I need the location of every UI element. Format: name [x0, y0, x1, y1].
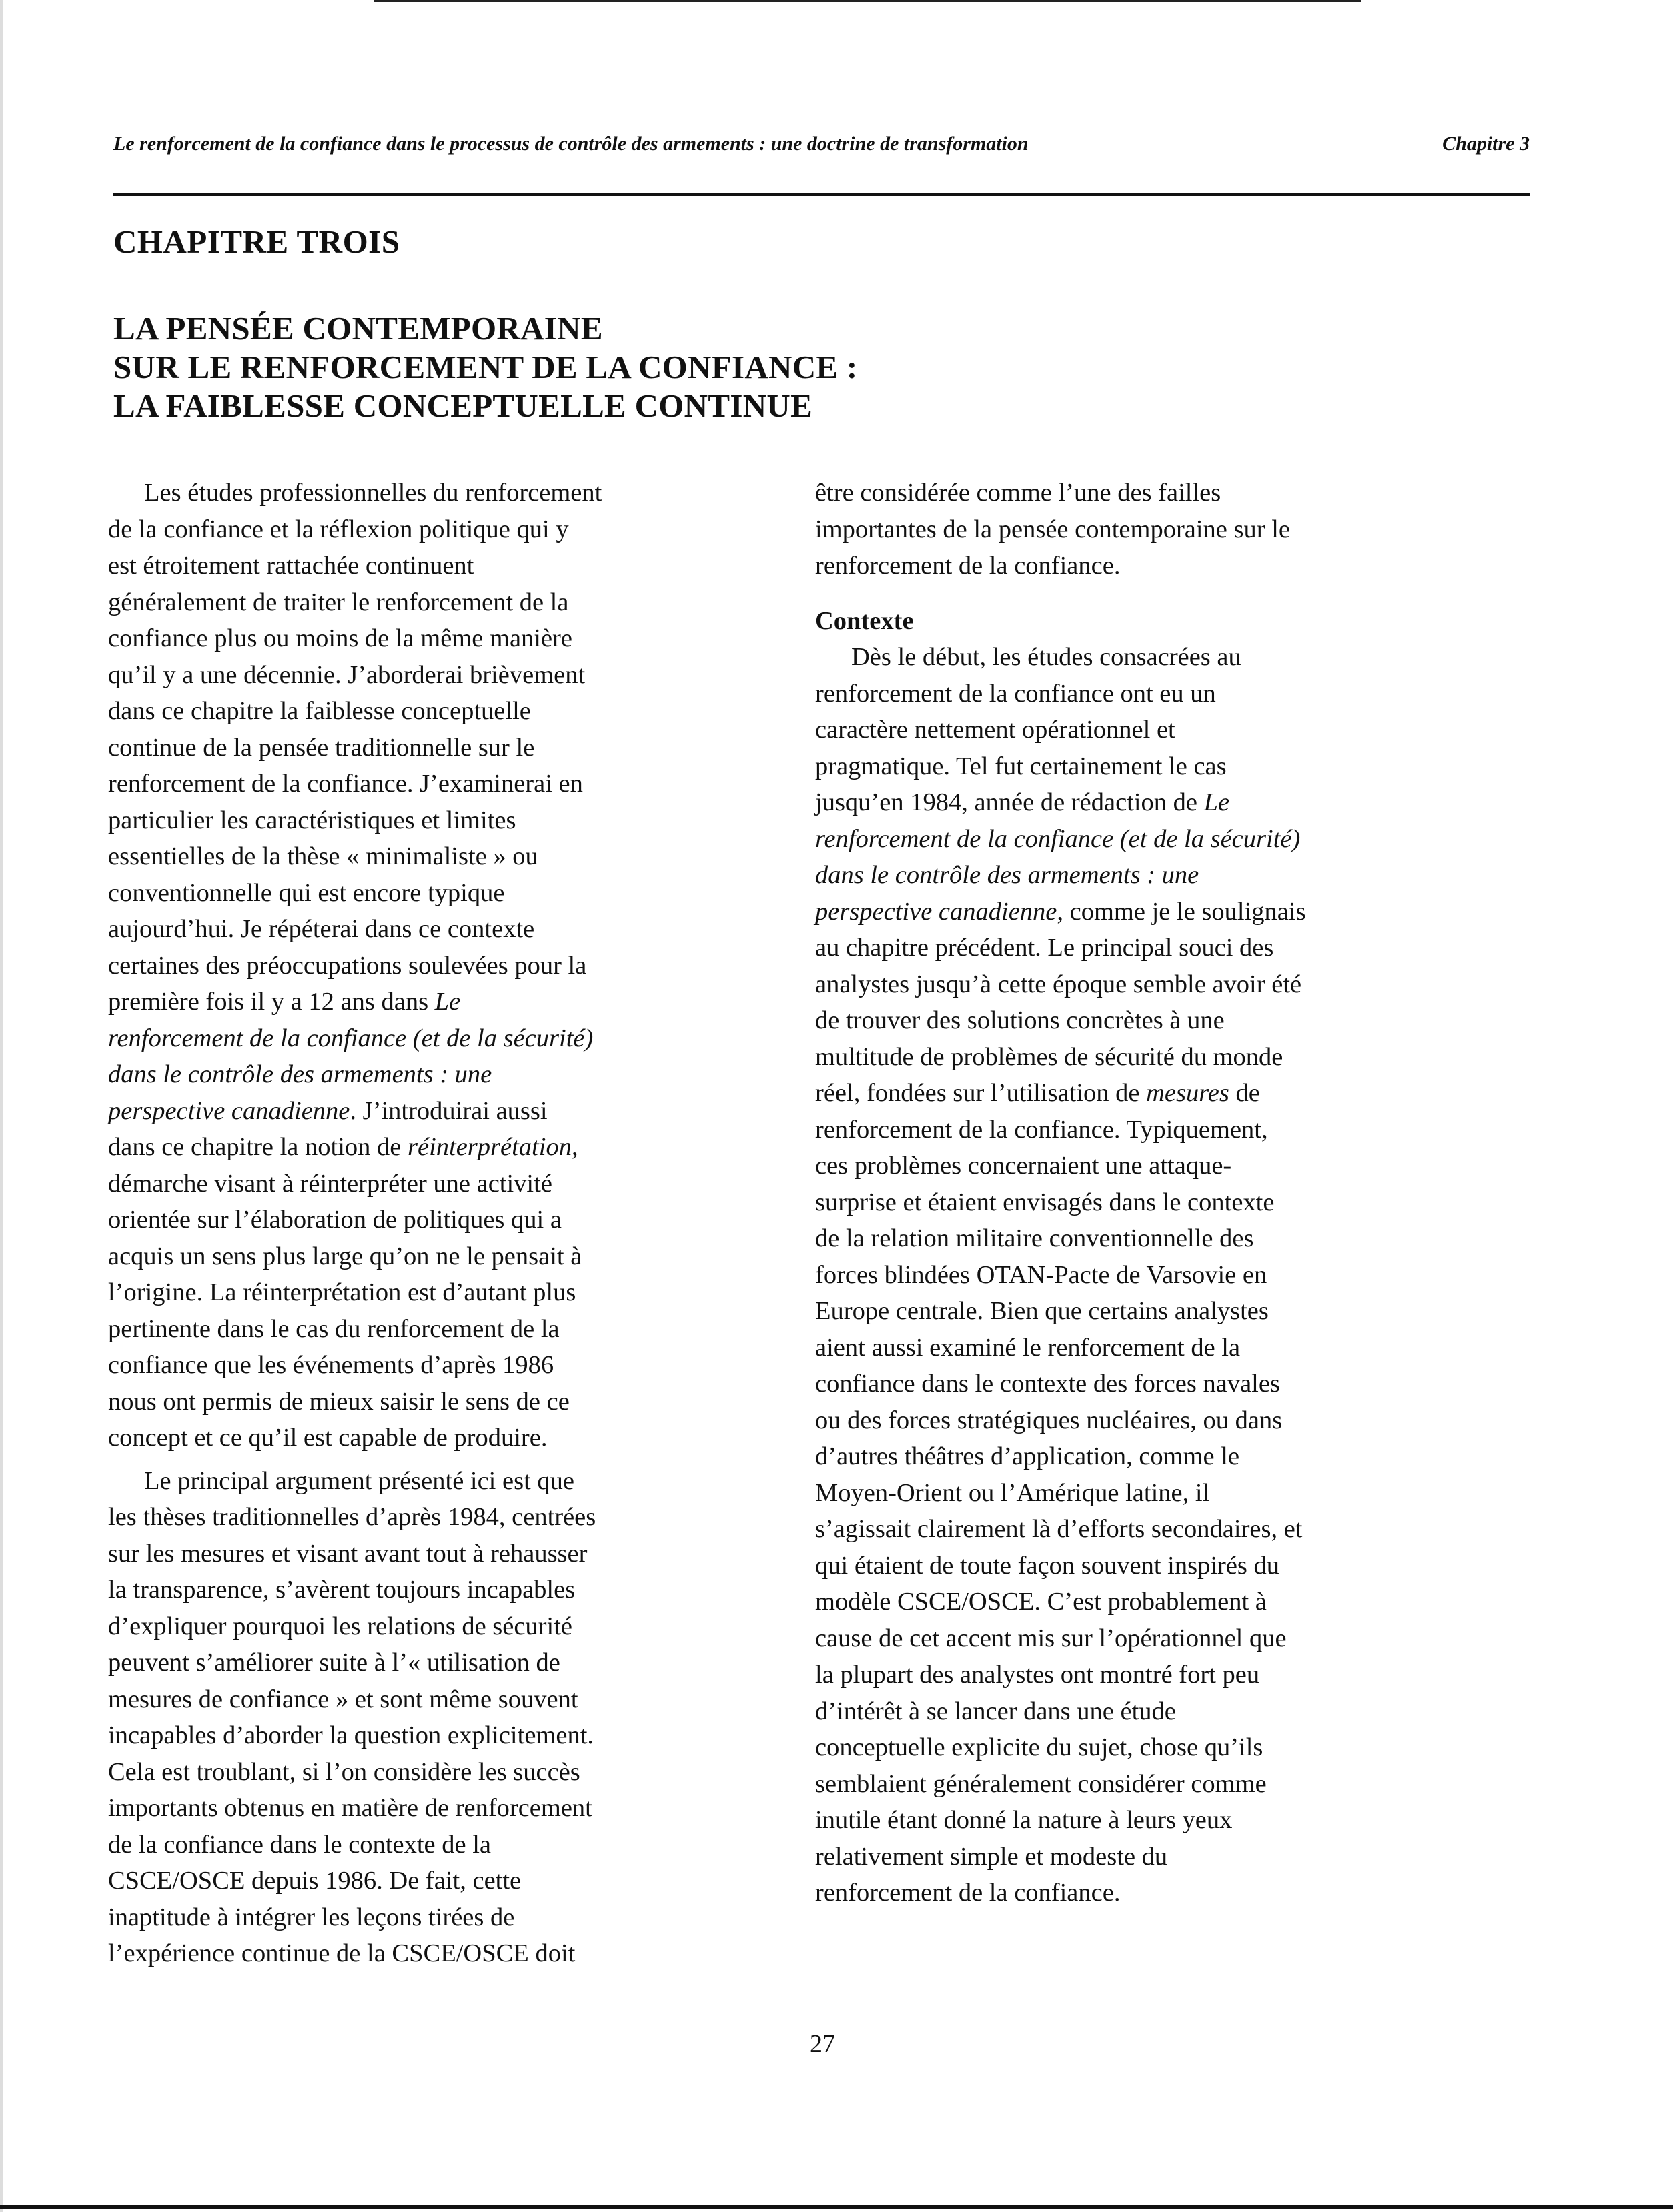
text-line: [815, 894, 1436, 930]
text-line: [815, 1075, 1436, 1112]
paragraph-context: [815, 639, 1436, 1911]
cited-title-fragment: Le: [1203, 788, 1230, 816]
text-fragment: ,: [571, 1133, 578, 1161]
text-line: d’intérêt à se lancer dans une étude: [815, 1697, 1176, 1725]
text-line: de trouver des solutions concrètes à une: [815, 1006, 1225, 1034]
paragraph-argument: [108, 1463, 728, 1972]
text-line: renforcement de la confiance ont eu un: [815, 679, 1216, 708]
text-line: [108, 984, 728, 1020]
text-line: conceptuelle explicite du sujet, chose qu’ils: [815, 1733, 1263, 1761]
text-line: Moyen-Orient ou l’Amérique latine, il: [815, 1478, 1210, 1507]
bottom-scan-rule: [0, 2205, 1673, 2209]
text-line: l’origine. La réinterprétation est d’autant plus: [108, 1278, 576, 1306]
text-line: continue de la pensée traditionnelle sur le: [108, 733, 535, 762]
cited-title-fragment: perspective canadienne: [108, 1096, 350, 1125]
text-line: modèle CSCE/OSCE. C’est probablement à: [815, 1588, 1267, 1616]
text-line: [815, 857, 1436, 894]
text-line: au chapitre précédent. Le principal souci des: [815, 934, 1274, 962]
text-line: la transparence, s’avèrent toujours incapables: [108, 1576, 576, 1604]
text-line: acquis un sens plus large qu’on ne le pensait à: [108, 1242, 582, 1270]
text-fragment: première fois il y a 12 ans dans: [108, 988, 429, 1016]
text-fragment: réel, fondées sur l’utilisation de: [815, 1079, 1140, 1107]
cited-title-fragment: dans le contrôle des armements : une: [815, 861, 1199, 889]
text-line: CSCE/OSCE depuis 1986. De fait, cette: [108, 1867, 522, 1895]
chapter-title-line: SUR LE RENFORCEMENT DE LA CONFIANCE :: [113, 349, 858, 385]
top-scan-rule: [374, 0, 1361, 2]
cited-title-fragment: perspective canadienne: [815, 897, 1057, 926]
text-line: aujourd’hui. Je répéterai dans ce contexte: [108, 915, 535, 943]
text-fragment: dans ce chapitre la notion de: [108, 1133, 402, 1161]
text-line: particulier les caractéristiques et limites: [108, 806, 516, 834]
text-fragment: . J’introduirai aussi: [350, 1096, 548, 1125]
text-line: inutile étant donné la nature à leurs yeux: [815, 1806, 1233, 1834]
page-number: 27: [810, 2030, 835, 2058]
text-line: orientée sur l’élaboration de politiques qui a: [108, 1206, 562, 1234]
text-line: Le principal argument présenté ici est que: [144, 1466, 574, 1495]
text-line: inaptitude à intégrer les leçons tirées de: [108, 1903, 515, 1931]
text-line: les thèses traditionnelles d’après 1984, centrées: [108, 1503, 596, 1531]
running-head-title: Le renforcement de la confiance dans le processus de contrôle des armements : une doctrine de transformation: [113, 133, 1029, 155]
text-line: Europe centrale. Bien que certains analystes: [815, 1297, 1269, 1325]
text-line: renforcement de la confiance.: [815, 551, 1121, 580]
emphasized-term: mesures: [1146, 1079, 1229, 1107]
text-line: mesures de confiance » et sont même souvent: [108, 1685, 578, 1713]
text-line: certaines des préoccupations soulevées pour la: [108, 951, 587, 980]
text-line: qu’il y a une décennie. J’aborderai brièvement: [108, 660, 586, 689]
left-column: [108, 475, 728, 1972]
text-line: ces problèmes concernaient une attaque-: [815, 1152, 1232, 1180]
text-line: être considérée comme l’une des failles: [815, 479, 1221, 507]
text-line: caractère nettement opérationnel et: [815, 716, 1175, 744]
text-line: renforcement de la confiance.: [815, 1879, 1121, 1907]
text-line: essentielles de la thèse « minimaliste » ou: [108, 842, 538, 870]
text-line: [815, 784, 1436, 821]
paragraph-continuation: [815, 475, 1436, 584]
section-heading: Contexte: [815, 606, 914, 635]
text-line: dans ce chapitre la faiblesse conceptuelle: [108, 697, 531, 725]
text-line: multitude de problèmes de sécurité du monde: [815, 1042, 1283, 1071]
text-line: la plupart des analystes ont montré fort peu: [815, 1661, 1260, 1689]
text-line: de la confiance dans le contexte de la: [108, 1830, 492, 1859]
text-line: sur les mesures et visant avant tout à rehausser: [108, 1539, 588, 1568]
cited-title-fragment: renforcement de la confiance (et de la sécurité): [815, 824, 1301, 853]
text-line: renforcement de la confiance. Typiquement,: [815, 1115, 1268, 1144]
text-line: l’expérience continue de la CSCE/OSCE doit: [108, 1939, 576, 1967]
emphasized-term: réinterprétation: [408, 1133, 572, 1161]
text-line: forces blindées OTAN-Pacte de Varsovie en: [815, 1260, 1267, 1289]
header-rule: [113, 193, 1530, 196]
text-line: [108, 1129, 728, 1166]
text-line: peuvent s’améliorer suite à l’« utilisation de: [108, 1648, 560, 1677]
text-line: aient aussi examiné le renforcement de la: [815, 1333, 1241, 1362]
text-line: d’expliquer pourquoi les relations de sécurité: [108, 1612, 572, 1640]
text-line: nous ont permis de mieux saisir le sens de ce: [108, 1387, 570, 1416]
text-line: cause de cet accent mis sur l’opérationnel que: [815, 1624, 1287, 1652]
text-line: confiance que les événements d’après 1986: [108, 1351, 554, 1379]
text-line: [108, 1020, 728, 1057]
running-head-chapter: Chapitre 3: [1442, 133, 1530, 155]
text-line: conventionnelle qui est encore typique: [108, 878, 505, 907]
text-line: importants obtenus en matière de renforcement: [108, 1794, 592, 1822]
text-line: renforcement de la confiance. J’examinerai en: [108, 770, 583, 798]
text-line: Dès le début, les études consacrées au: [851, 643, 1241, 671]
text-line: concept et ce qu’il est capable de produire.: [108, 1424, 548, 1452]
page-left-edge: [0, 0, 3, 2212]
text-line: incapables d’aborder la question explicitement.: [108, 1721, 594, 1749]
text-line: de la relation militaire conventionnelle des: [815, 1224, 1254, 1252]
cited-title-fragment: Le: [434, 988, 461, 1016]
text-fragment: de: [1229, 1079, 1260, 1107]
text-line: [108, 1093, 728, 1130]
text-line: importantes de la pensée contemporaine sur le: [815, 515, 1290, 543]
text-line: confiance plus ou moins de la même manière: [108, 624, 572, 652]
text-line: confiance dans le contexte des forces navales: [815, 1370, 1280, 1398]
chapter-label: CHAPITRE TROIS: [113, 223, 400, 260]
text-line: démarche visant à réinterpréter une activité: [108, 1169, 552, 1198]
text-line: [108, 1056, 728, 1093]
text-line: Les études professionnelles du renforcement: [144, 479, 602, 507]
chapter-title-line: LA PENSÉE CONTEMPORAINE: [113, 310, 603, 347]
text-line: ou des forces stratégiques nucléaires, ou dans: [815, 1406, 1283, 1434]
text-line: s’agissait clairement là d’efforts secondaires, et: [815, 1515, 1303, 1543]
text-line: analystes jusqu’à cette époque semble avoir été: [815, 970, 1302, 998]
text-line: pertinente dans le cas du renforcement de la: [108, 1314, 560, 1343]
text-fragment: jusqu’en 1984, année de rédaction de: [815, 788, 1198, 816]
text-line: de la confiance et la réflexion politique qui y: [108, 515, 569, 543]
cited-title-fragment: renforcement de la confiance (et de la sécurité): [108, 1024, 594, 1052]
text-line: est étroitement rattachée continuent: [108, 551, 474, 580]
text-line: [815, 821, 1436, 858]
text-line: qui étaient de toute façon souvent inspirés du: [815, 1551, 1280, 1580]
text-fragment: , comme je le soulignais: [1057, 897, 1306, 926]
text-line: relativement simple et modeste du: [815, 1842, 1168, 1871]
text-line: pragmatique. Tel fut certainement le cas: [815, 752, 1227, 780]
text-line: surprise et étaient envisagés dans le contexte: [815, 1188, 1275, 1216]
paragraph-intro: [108, 475, 728, 1456]
text-line: Cela est troublant, si l’on considère les succès: [108, 1757, 580, 1786]
cited-title-fragment: dans le contrôle des armements : une: [108, 1060, 492, 1088]
right-column: [815, 475, 1436, 1911]
chapter-title-line: LA FAIBLESSE CONCEPTUELLE CONTINUE: [113, 387, 813, 424]
chapter-title: [113, 309, 858, 425]
text-line: d’autres théâtres d’application, comme le: [815, 1442, 1240, 1470]
text-line: semblaient généralement considérer comme: [815, 1769, 1267, 1798]
text-line: généralement de traiter le renforcement de la: [108, 588, 569, 616]
